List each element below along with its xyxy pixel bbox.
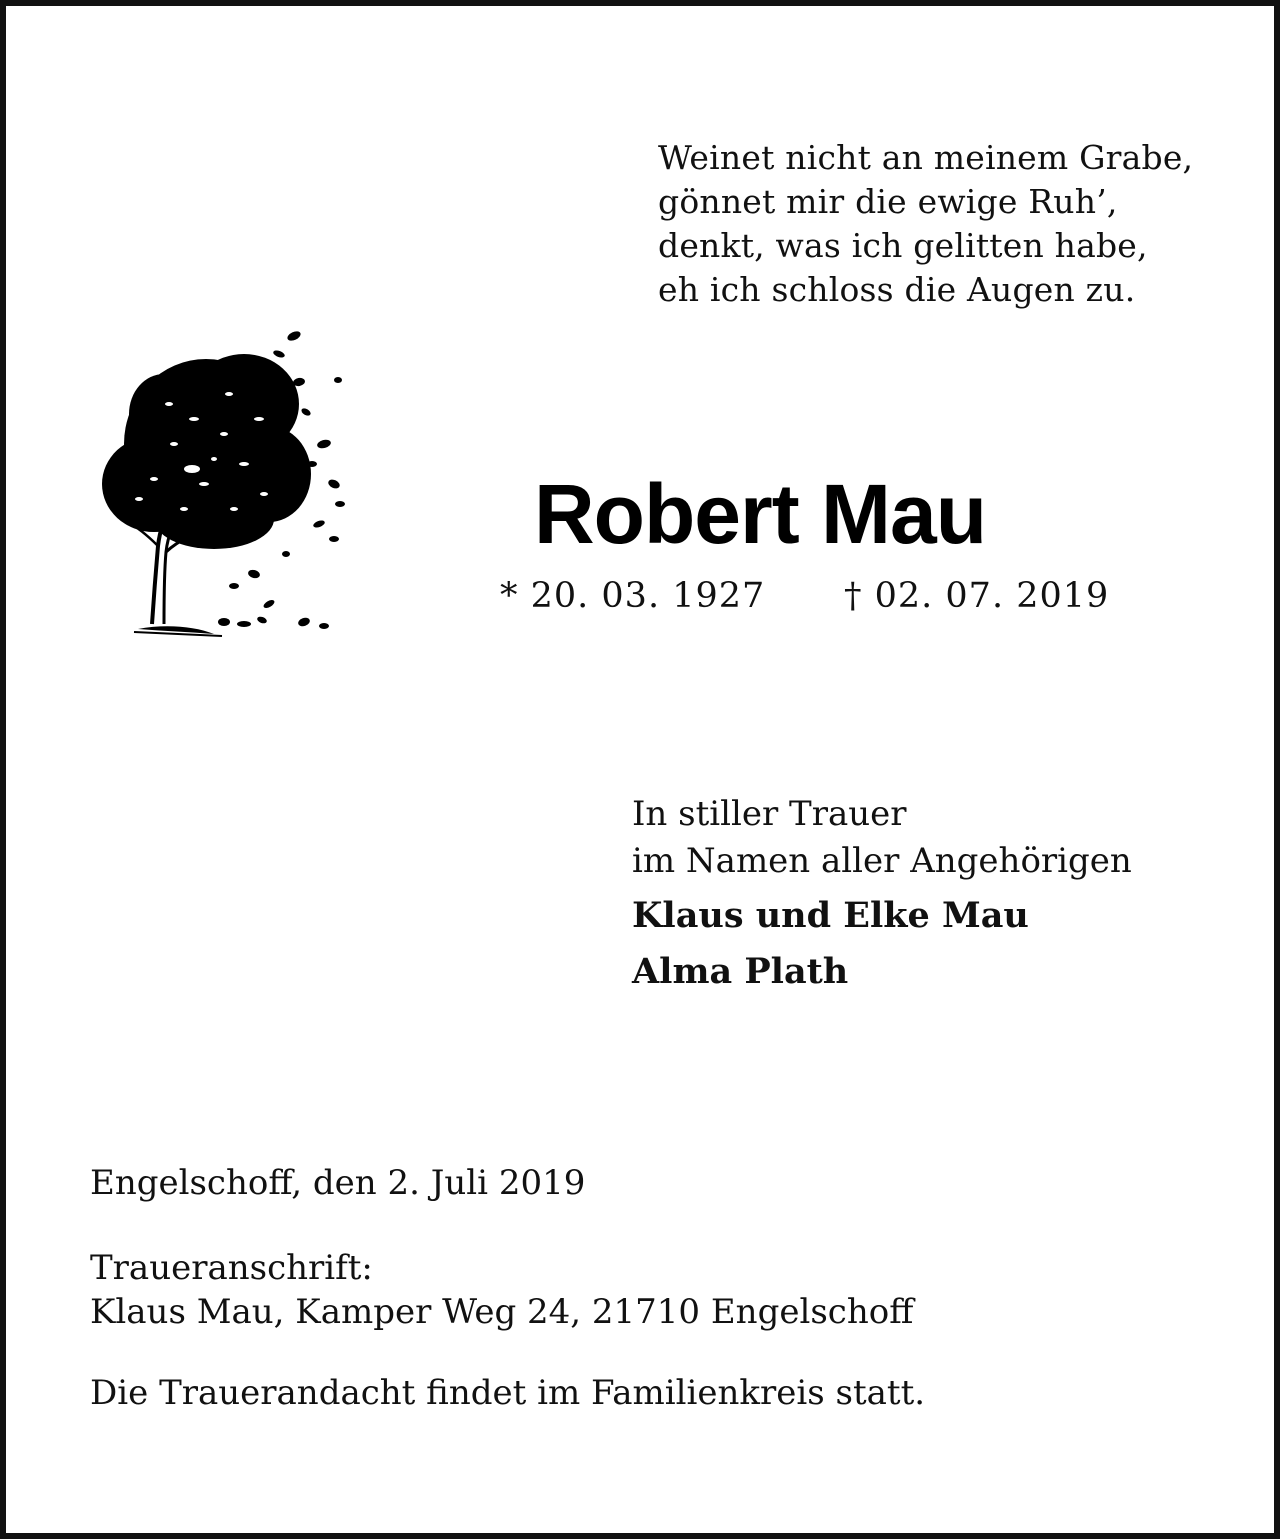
mourning-line: In stiller Trauer (632, 794, 907, 834)
place-date-text: Engelschoff, den 2. Juli 2019 (90, 1163, 586, 1203)
poem-line: eh ich schloss die Augen zu. (658, 270, 1136, 309)
poem-line: gönnet mir die ewige Ruh’, (658, 182, 1118, 221)
service-note-text: Die Trauerandacht findet im Familienkreis statt. (90, 1373, 926, 1413)
condolence-address (90, 1246, 913, 1334)
death-date: † 02. 07. 2019 (844, 576, 1110, 616)
address-text: Klaus Mau, Kamper Weg 24, 21710 Engelschoff (90, 1292, 914, 1332)
poem-line: Weinet nicht an meinem Grabe, (658, 138, 1194, 177)
mourners-list (632, 888, 1029, 1000)
poem-line: denkt, was ich gelitten habe, (658, 226, 1148, 265)
birth-date: * 20. 03. 1927 (500, 576, 766, 616)
mourner-name: Alma Plath (632, 951, 849, 992)
service-note (90, 1371, 925, 1415)
poem (658, 136, 1193, 312)
mourning-statement (632, 791, 1132, 885)
mourner-name: Klaus und Elke Mau (632, 895, 1029, 936)
deceased-name: Robert Mau (534, 467, 986, 561)
address-label: Traueranschrift: (90, 1248, 373, 1288)
mourning-line: im Namen aller Angehörigen (632, 841, 1132, 881)
place-and-date (90, 1161, 585, 1205)
windblown-tree-icon (94, 324, 364, 644)
